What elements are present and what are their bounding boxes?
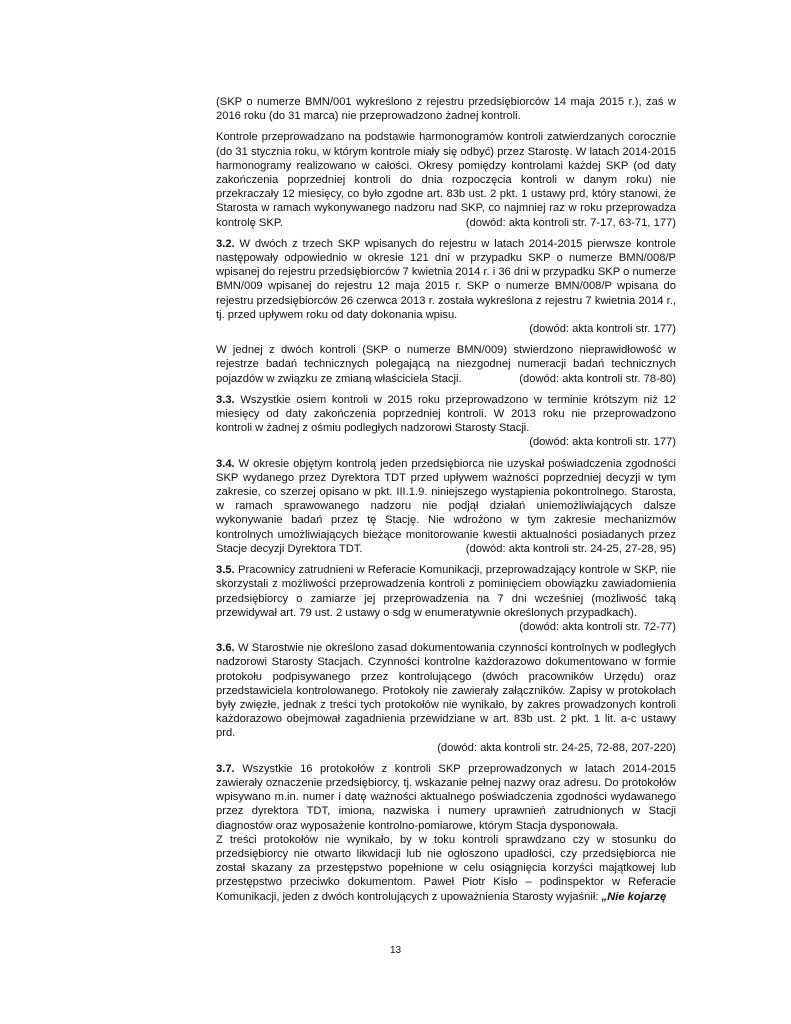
paragraph-intro: [216, 95, 676, 123]
paragraph-protocols-findings: [216, 833, 676, 904]
evidence-reference: (dowód: akta kontroli str. 72-77): [519, 620, 676, 633]
section-number: 3.4.: [216, 457, 235, 470]
section-3-4: [216, 457, 676, 556]
quotation-text: „Nie kojarzę: [601, 890, 667, 903]
document-body: [216, 95, 676, 904]
section-3-6: [216, 641, 676, 740]
paragraph-text: W jednej z dwóch kontroli (SKP o numerze BMN/009) stwierdzono nieprawidłowość w rejestrze badań technicznych polegającą na niezgodnej numeracji badań technicznych pojazdów w związku ze zmianą właściciela Stacji.: [216, 344, 676, 385]
section-number: 3.3.: [216, 393, 235, 406]
section-3-2: [216, 237, 676, 322]
section-number: 3.2.: [216, 237, 235, 250]
section-number: 3.5.: [216, 564, 235, 577]
evidence-reference: (dowód: akta kontroli str. 7-17, 63-71, 177): [465, 216, 676, 229]
paragraph-text: Wszystkie 16 protokołów z kontroli SKP przeprowadzonych w latach 2014-2015 zawierały oznaczenie przedsiębiorcy, tj. wskazanie pełnej nazwy oraz adresu. Do protokołów wpisywano m.in. numer i datę ważności aktualnego poświadczenia zgodności wydawanego przez dyrektora TDT, imiona, nazwiska i numery uprawnień zatrudnionych w Stacji diagnostów oraz wyposażenie kontrolno-pomiarowe, którym Stacja dysponowała.: [216, 762, 677, 832]
evidence-reference: (dowód: akta kontroli str. 177): [529, 436, 676, 449]
section-3-5: [216, 563, 676, 634]
evidence-reference: (dowód: akta kontroli str. 78-80): [519, 372, 676, 385]
paragraph-text: W Starostwie nie określono zasad dokumentowania czynności kontrolnych w podległych nadzorowi Starosty Stacjach. Czynności kontrolne każdorazowo dokumentowano w formie protokołu podpisywanego przez kontrolującego (dwóch pracowników Urzędu) oraz przedstawiciela kontrolowanego. Protokoły nie zawierały załączników. Zapisy w protokołach były zwięzłe, jednak z treści tych protokołów nie wynikało, by zakres prowadzonych kontroli każdorazowo obejmował zagadnienia przewidziane w art. 83b ust. 2 pkt. 1 lit. a-c ustawy prd.: [216, 642, 676, 740]
paragraph-text: W dwóch z trzech SKP wpisanych do rejestru w latach 2014-2015 pierwsze kontrole następowały odpowiednio w okresie 121 dni w przypadku SKP o numerze BMN/008/P wpisanej do rejestru przedsiębiorców 7 kwietnia 2014 r. i 36 dni w przypadku SKP o numerze BMN/009 wpisanej do rejestru 12 maja 2015 r. SKP o numerze BMN/008/P wpisana do rejestru przedsiębiorców 26 czerwca 2013 r. została wykreślona z rejestru 7 kwietnia 2014 r., tj. przed upływem roku od daty dokonania wpisu.: [216, 237, 676, 321]
evidence-reference: (dowód: akta kontroli str. 24-25, 27-28, 95): [465, 542, 676, 555]
paragraph-text: Z treści protokołów nie wynikało, by w toku kontroli sprawdzano czy w stosunku do przedsiębiorcy nie otwarto likwidacji lub nie ogłoszono upadłości, czy przedsiębiorca nie został skazany za przestępstwo popełnione w celu osiągnięcia korzyści majątkowej lub przestępstwo przeciwko dokumentom. Paweł Piotr Kisło – podinspektor w Referacie Komunikacji, jeden z dwóch kontrolujących z upoważnienia Starosty wyjaśnił:: [216, 833, 676, 903]
paragraph-text: Pracownicy zatrudnieni w Referacie Komunikacji, przeprowadzający kontrole w SKP, nie skorzystali z możliwości przeprowadzenia kontroli z pominięciem obowiązku zawiadomienia przedsiębiorcy o zamiarze jej przeprowadzenia na 7 dni wcześniej (możliwość taką przewidywał art. 79 ust. 2 ustawy o sdg w enumeratywnie określonych przypadkach).: [216, 564, 677, 619]
paragraph-text: W okresie objętym kontrolą jeden przedsiębiorca nie uzyskał poświadczenia zgodności SKP wydanego przez Dyrektora TDT przed upływem ważności poprzedniej decyzji w tym zakresie, co szerzej opisano w pkt. III.1.9. niniejszego wystąpienia pokontrolnego. Starosta, w ramach sprawowanego nadzoru nie podjął działań uniemożliwiających dalsze wykonywanie badań przez tę Stację. Nie wdrożono w tym zakresie mechanizmów kontrolnych umożliwiających bieżące monitorowanie kwestii aktualności posiadanych przez Stacje decyzji Dyrektora TDT.: [216, 457, 677, 555]
paragraph-text: Kontrole przeprowadzano na podstawie harmonogramów kontroli zatwierdzanych corocznie (do 31 stycznia roku, w którym kontrole miały się odbyć) przez Starostę. W latach 2014-2015 harmonogramy realizowano w całości. Okresy pomiędzy kontrolami każdej SKP (od daty zakończenia poprzedniej kontroli do dnia rozpoczęcia kontroli w danym roku) nie przekraczały 12 miesięcy, co było zgodne art. 83b ust. 2 pkt. 1 ustawy prd, który stanowi, że Starosta w ramach wykonywanego nadzoru nad SKP, co najmniej raz w roku przeprowadza kontrolę SKP.: [216, 131, 676, 229]
paragraph-irregularity: [216, 343, 676, 386]
section-3-7: [216, 762, 676, 833]
evidence-reference: (dowód: akta kontroli str. 177): [529, 323, 676, 336]
paragraph-harmonograms: [216, 130, 676, 229]
section-number: 3.7.: [216, 762, 235, 775]
section-number: 3.6.: [216, 642, 235, 655]
paragraph-text: (SKP o numerze BMN/001 wykreślono z rejestru przedsiębiorców 14 maja 2015 r.), zaś w 2016 roku (do 31 marca) nie przeprowadzono żadnej kontroli.: [216, 96, 676, 123]
page-number: 13: [389, 945, 402, 956]
evidence-reference: (dowód: akta kontroli str. 24-25, 72-88, 207-220): [437, 741, 676, 754]
section-3-3: [216, 393, 676, 436]
paragraph-text: Wszystkie osiem kontroli w 2015 roku przeprowadzono w terminie krótszym niż 12 miesięcy od daty zakończenia poprzedniej kontroli. W 2013 roku nie przeprowadzono kontroli w żadnej z ośmiu podległych nadzorowi Starosty Stacji.: [216, 393, 676, 435]
